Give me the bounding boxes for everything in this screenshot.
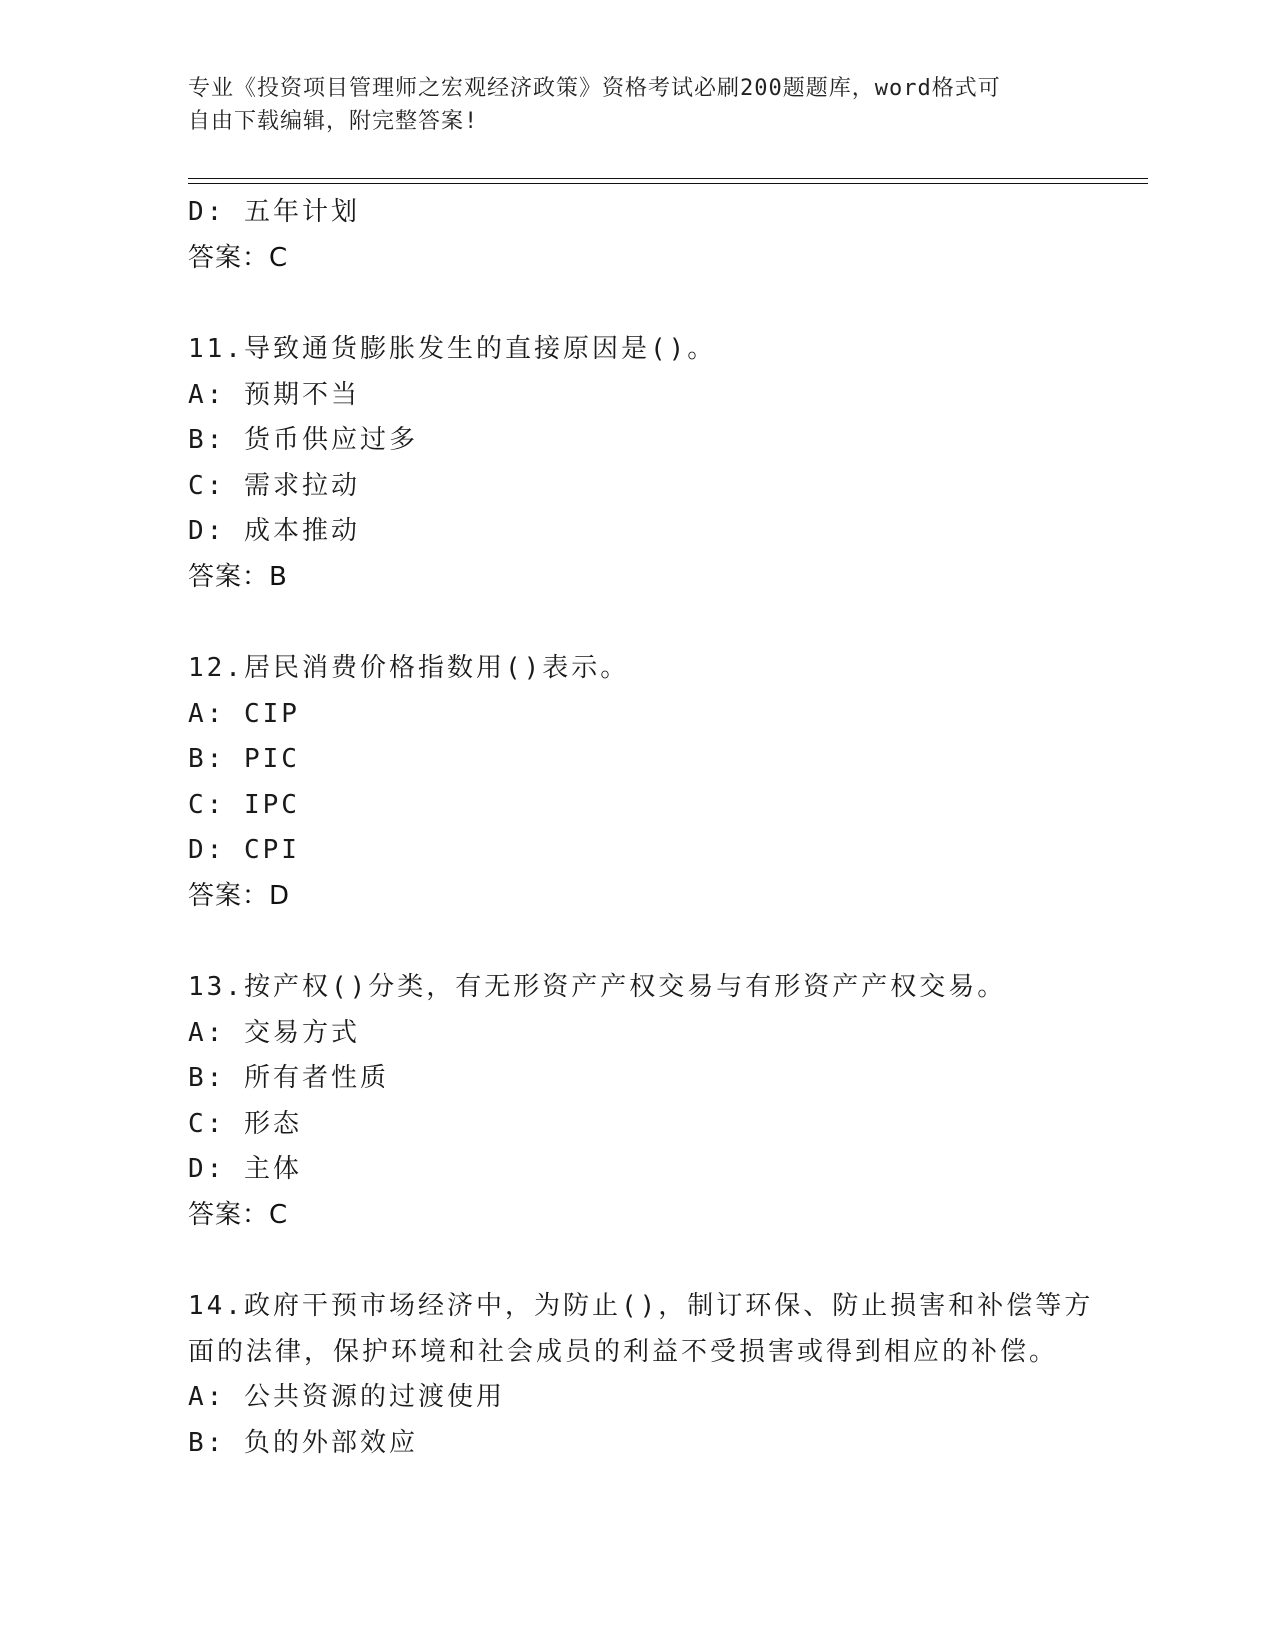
answer-line: 答案：B	[188, 561, 288, 592]
question-spacer	[188, 281, 1148, 327]
answer-line: 答案：C	[188, 1199, 289, 1230]
header-divider-top	[188, 178, 1148, 179]
question-list	[188, 190, 1148, 1466]
question-13	[188, 965, 1148, 1238]
option-a: A: 交易方式	[188, 1017, 360, 1048]
option-a: A: CIP	[188, 698, 300, 729]
option-b: B: PIC	[188, 744, 300, 774]
previous-question-tail	[188, 190, 1148, 281]
question-14	[188, 1284, 1148, 1466]
option-d: D: 主体	[188, 1154, 302, 1184]
option-d: D: 成本推动	[188, 516, 360, 546]
option-b: B: 所有者性质	[188, 1063, 389, 1093]
header-line-1: 专业《投资项目管理师之宏观经济政策》资格考试必刷200题题库，word格式可	[188, 76, 1001, 101]
question-spacer	[188, 1238, 1148, 1284]
option-c: C: 形态	[188, 1108, 302, 1139]
question-stem-line-1: 14.政府干预市场经济中，为防止()，制订环保、防止损害和补偿等方	[188, 1291, 1094, 1321]
option-d: D: 五年计划	[188, 197, 360, 227]
document-header	[188, 72, 1068, 138]
option-c: C: 需求拉动	[188, 470, 360, 501]
option-c: C: IPC	[188, 789, 300, 820]
question-stem: 11.导致通货膨胀发生的直接原因是()。	[188, 334, 717, 364]
header-line-2: 自由下载编辑，附完整答案!	[188, 109, 479, 134]
option-b: B: 货币供应过多	[188, 425, 418, 455]
question-stem: 13.按产权()分类，有无形资产产权交易与有形资产产权交易。	[188, 972, 1007, 1002]
question-spacer	[188, 600, 1148, 646]
option-a: A: 预期不当	[188, 379, 360, 410]
question-stem: 12.居民消费价格指数用()表示。	[188, 653, 630, 683]
option-a: A: 公共资源的过渡使用	[188, 1382, 505, 1412]
question-11	[188, 327, 1148, 600]
header-divider-bottom	[188, 183, 1148, 184]
question-stem-line-2: 面的法律，保护环境和社会成员的利益不受损害或得到相应的补偿。	[188, 1336, 1059, 1367]
option-b: B: 负的外部效应	[188, 1427, 418, 1458]
answer-line: 答案：C	[188, 242, 289, 273]
question-12	[188, 646, 1148, 919]
question-spacer	[188, 919, 1148, 965]
option-d: D: CPI	[188, 835, 300, 865]
answer-line: 答案：D	[188, 880, 291, 911]
